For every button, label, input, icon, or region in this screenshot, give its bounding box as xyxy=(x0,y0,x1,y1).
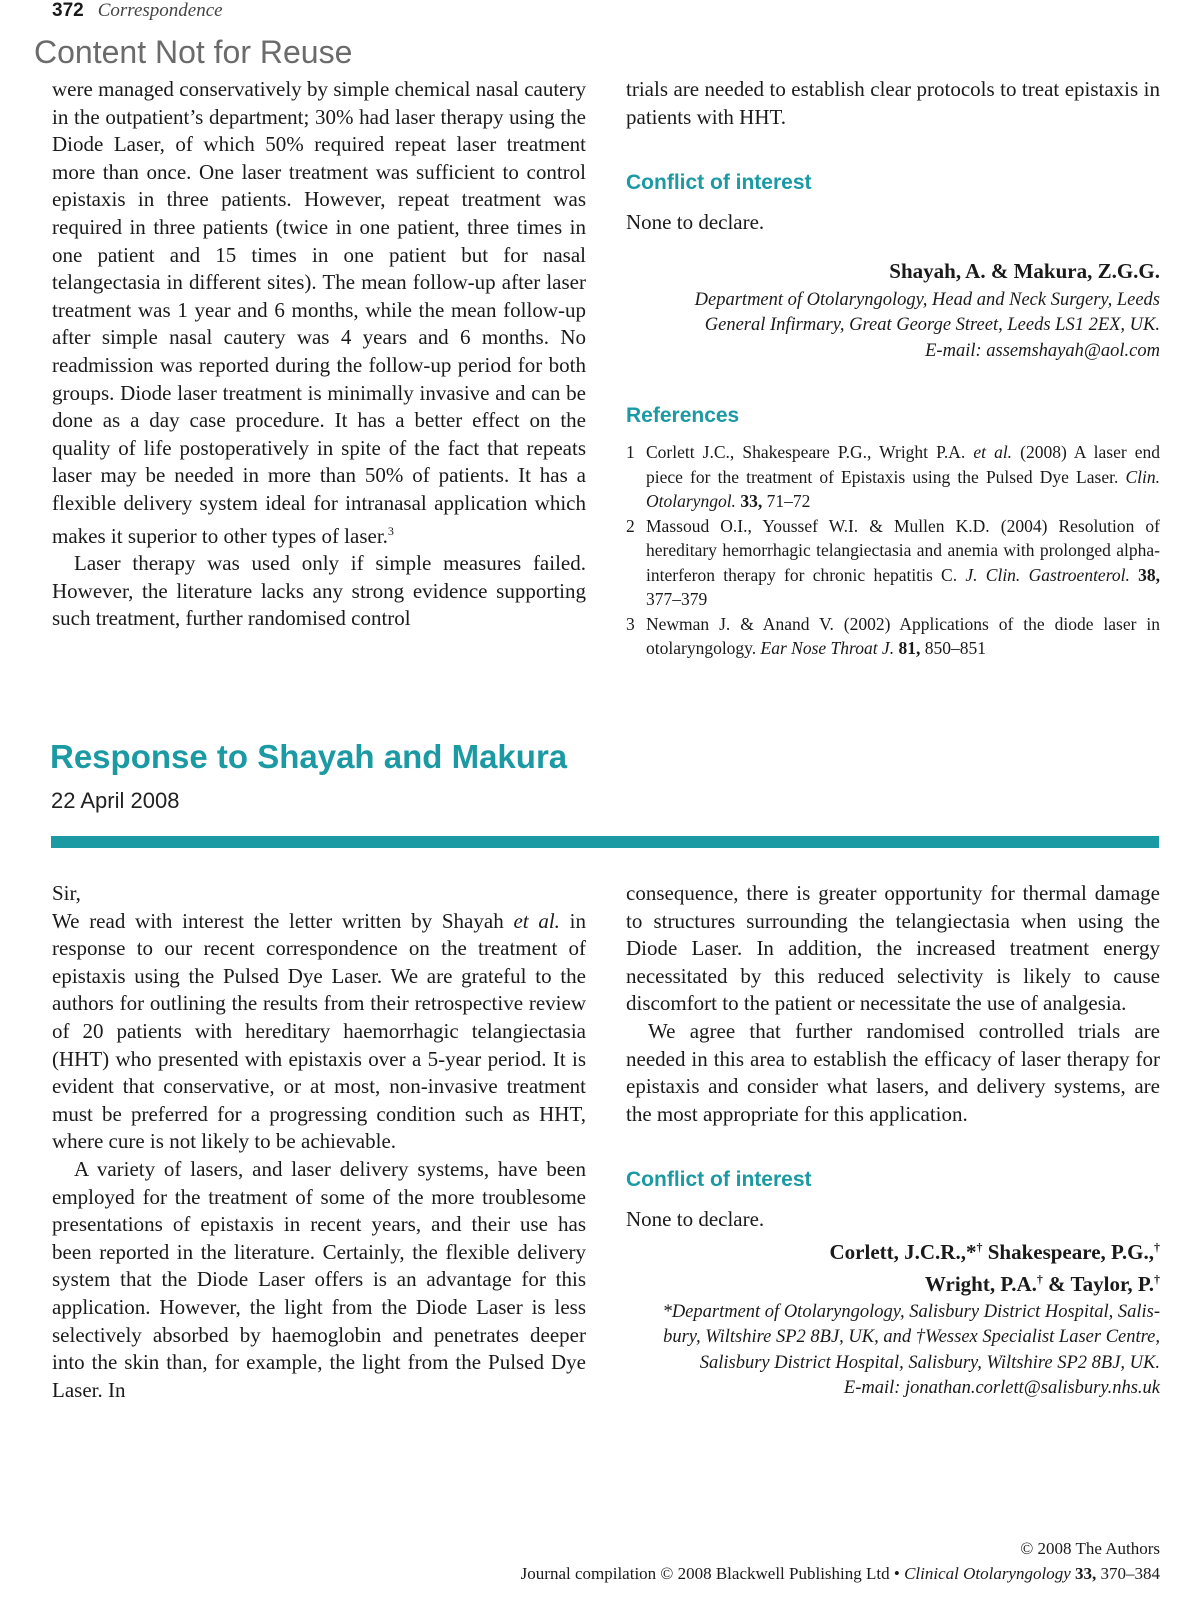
conflict-heading: Conflict of interest xyxy=(626,171,812,195)
email-link[interactable]: E-mail: assemshayah@aol.com xyxy=(925,340,1160,361)
reference-item: 1 Corlett J.C., Shakespeare P.G., Wright P.A. et al. (2008) A laser end piece for the treatment of Epistaxis using the Pulsed Dye Laser. Clin. Otolaryngol. 33, 71–72 xyxy=(626,442,1161,512)
letter2-paragraph: A variety of lasers, and laser delivery systems, have been employed for the treatment of some of the more troublesome presentations of epistaxis in recent years, and their use has been reported in the literature. Certainly, the flexible delivery system that the Diode Laser offers is an advantage for this application. However, the light from the Diode Laser is less selectively absorbed by haemoglobin and penetrates deeper into the skin than, for example, the light from the Pulsed Dye Laser. In xyxy=(52,1156,586,1402)
references-heading: References xyxy=(626,404,740,428)
watermark: Content Not for Reuse xyxy=(34,34,353,70)
email-link[interactable]: E-mail: jonathan.corlett@salisbury.nhs.uk xyxy=(843,1378,1160,1399)
section-label: Correspondence xyxy=(97,0,223,21)
byline: Corlett, J.C.R.,*† Shakespeare, P.G.,† Wright, P.A.† & Taylor, P.† xyxy=(829,1239,1160,1296)
letter1-right-column xyxy=(626,76,1160,661)
letter2-left-column xyxy=(52,880,586,1404)
reference-list xyxy=(626,440,1160,661)
page-number: 372 xyxy=(52,0,84,21)
letter2-paragraph: consequence, there is greater opportunity for thermal damage to structures surrounding the telangiectasia when using the Diode Laser. In addition, the increased treatment energy necessitated by this reduced selectivity is likely to cause discomfort to the patient or necessitate the use of analgesia. xyxy=(626,881,1160,1016)
copyright-line: © 2008 The Authors xyxy=(1020,1539,1160,1558)
byline: Shayah, A. & Makura, Z.G.G. xyxy=(889,259,1160,284)
citation: 3 xyxy=(387,523,394,538)
conflict-heading: Conflict of interest xyxy=(626,1168,812,1192)
response-title: Response to Shayah and Makura xyxy=(50,738,568,775)
letter2-paragraph: We read with interest the letter written by Shayah et al. in response to our recent correspondence on the treatment of epistaxis using the Pulsed Dye Laser. We are grateful to the authors for outlining the results from their retrospective review of 20 patients with hereditary haemorrhagic telangiectasia (HHT) who presented with epistaxis over a 5-year period. It is evident that conservative, or at most, non-invasive treatment must be preferred for a progressing condition such as HHT, where cure is not likely to be achievable. xyxy=(52,908,586,1154)
letter1-paragraph: trials are needed to establish clear protocols to treat epistaxis in patients with HHT. xyxy=(626,77,1160,129)
letter2-right-column xyxy=(626,880,1160,1402)
conflict-text: None to declare. xyxy=(626,209,765,234)
response-date: 22 April 2008 xyxy=(51,788,180,813)
conflict-text: None to declare. xyxy=(626,1206,765,1231)
journal-line: Journal compilation © 2008 Blackwell Publishing Ltd • Clinical Otolaryngology 33, 370–384 xyxy=(520,1564,1160,1583)
salutation: Sir, xyxy=(52,881,81,905)
letter2-paragraph: We agree that further randomised controlled trials are needed in this area to establish the efficacy of laser therapy for epistaxis and consider what lasers, and delivery systems, are the most appropriate for this application. xyxy=(626,1018,1160,1126)
affiliation: Department of Otolaryngology, Head and Neck Surgery, Leeds General Infirmary, Great George Street, Leeds LS1 2EX, UK. E-mail: assemshayah@aol.com xyxy=(626,288,1160,365)
footer xyxy=(521,1536,1160,1586)
letter1-paragraph: were managed conservatively by simple chemical nasal cautery in the outpatient’s department; 30% had laser therapy using the Diode Laser, of which 50% required repeat laser treatment more than once. One laser treatment was sufficient to control epistaxis in three patients. However, repeat treatment was required in three patients (twice in one patient, three times in one patient and 15 times in one patient but for nasal telangectasia in different sites). The mean follow-up after laser treatment was 1 year and 6 months, while the mean follow-up after simple nasal cautery was 4 years and 6 months. No readmission was reported during the follow-up period for both groups. Diode laser treatment is minimally invasive and can be done as a day case procedure. It has a better effect on the quality of life postoperatively in spite of the fact that repeats laser may be needed in more than 50% of patients. It has a flexible delivery system ideal for intranasal application which makes it superior to other types of laser.$^3$ xyxy=(52,77,586,548)
reference-item: 2 Massoud O.I., Youssef W.I. & Mullen K.D. (2004) Resolution of hereditary hemorrhagic telangiectasia and anemia with prolonged alpha-interferon therapy for chronic hepatitis C. J. Clin. Gastroenterol. 38, 377–379 xyxy=(626,515,1161,610)
reference-item: 3 Newman J. & Anand V. (2002) Applications of the diode laser in otolaryngology. Ear Nose Throat J. 81, 850–851 xyxy=(626,613,1160,659)
letter1-left-column xyxy=(52,76,586,633)
running-head xyxy=(52,0,223,22)
letter1-paragraph: Laser therapy was used only if simple measures failed. However, the literature lacks any strong evidence supporting such treatment, further randomised control xyxy=(52,551,586,631)
affiliation: *Department of Otolaryngology, Salisbury District Hospital, Salis- bury, Wiltshire SP2 8BJ, UK, and †Wessex Specialist Laser Centre, Salisbury District Hospital, Salisbury, Wiltshire SP2 8BJ, UK. E-mail: jonathan.corlett@salisbury.nhs.uk xyxy=(626,1300,1160,1402)
section-rule xyxy=(51,836,1159,848)
